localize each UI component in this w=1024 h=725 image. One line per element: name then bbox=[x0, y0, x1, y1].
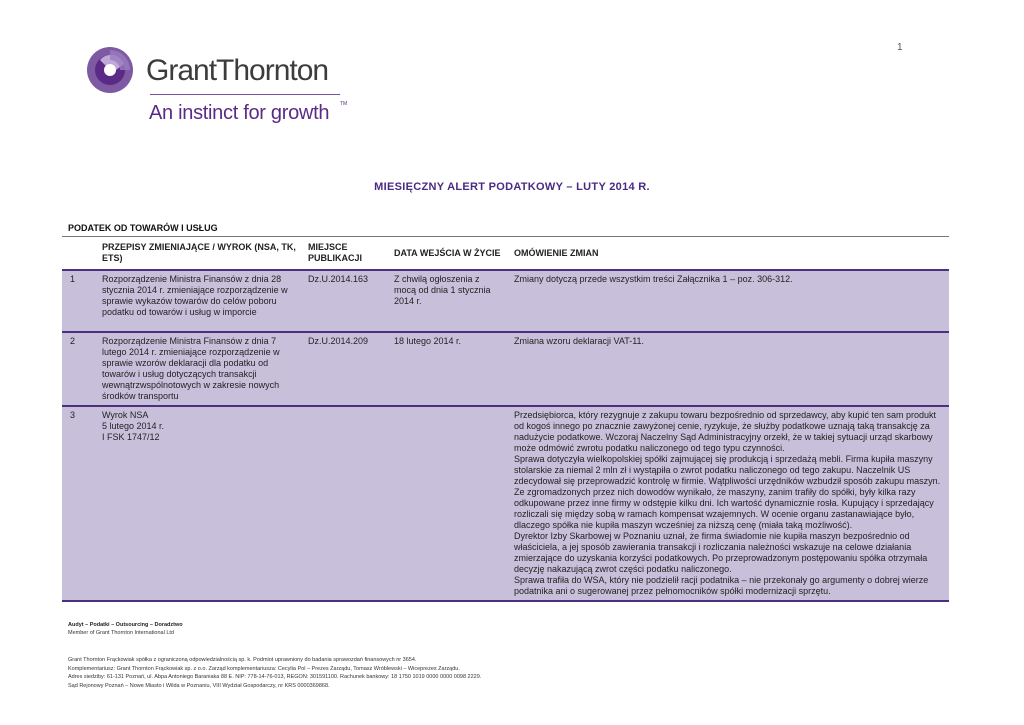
trademark: TM bbox=[340, 101, 348, 107]
header-regulation: PRZEPISY ZMIENIAJĄCE / WYROK (NSA, TK, ETS) bbox=[96, 237, 302, 271]
table-row bbox=[62, 270, 949, 332]
footer-legal bbox=[68, 656, 481, 691]
footer-legal-line: Adres siedziby: 61-131 Poznań, ul. Abpa Antoniego Baraniaka 88 E. NIP: 778-14-76-013, REGON: 301591100. Rachunek bankowy: 18 1750 1019 0000 0000 0098 2229. bbox=[68, 674, 482, 681]
row-discussion: Zmiany dotyczą przede wszystkim treści Załącznika 1 – poz. 306-312. bbox=[508, 270, 949, 332]
row-number: 2 bbox=[62, 332, 96, 406]
row-discussion bbox=[508, 406, 949, 601]
page-number: 1 bbox=[897, 42, 903, 53]
table-row bbox=[62, 406, 949, 601]
row-regulation: Rozporządzenie Ministra Finansów z dnia 7 lutego 2014 r. zmieniające rozporządzenie w sprawie wzorów deklaracji dla podatku od towarów i usług dotyczących transakcji wewnątrzwspólnotowych w zakresie nowych środków transportu bbox=[96, 332, 302, 406]
regulation-line: 5 lutego 2014 r. bbox=[102, 421, 165, 431]
regulation-line: I FSK 1747/12 bbox=[102, 432, 160, 442]
regulation-line: Wyrok NSA bbox=[102, 410, 149, 420]
row-effective-date: Z chwilą ogłoszenia z mocą od dnia 1 stycznia 2014 r. bbox=[388, 270, 508, 332]
discussion-paragraph: Sprawa trafiła do WSA, który nie podzielił racji podatnika – nie przekonały go argumenty o dobrej wierze podatnika ani o sugerowanej przez pełnomocników spółki modernizacji sprzętu. bbox=[514, 575, 929, 596]
footer-legal-line: Sąd Rejonowy Poznań – Nowe Miasto i Wilda w Poznaniu, VIII Wydział Gospodarczy, nr KRS 0000369868. bbox=[68, 683, 330, 690]
table-header-row bbox=[62, 237, 949, 271]
header-discussion: OMÓWIENIE ZMIAN bbox=[508, 237, 949, 271]
row-publication bbox=[302, 406, 388, 601]
footer-legal-line: Grant Thornton Frąckowiak spółka z ograniczoną odpowiedzialnością sp. k. Podmiot uprawniony do badania sprawozdań finansowych nr 3654. bbox=[68, 657, 417, 663]
header-number bbox=[62, 237, 96, 271]
discussion-paragraph: Przedsiębiorca, który rezygnuje z zakupu towaru bezpośrednio od sprzedawcy, aby kupić ten sam produkt od kogoś innego po znacznie zawyżonej cenie, ryzykuje, że służby podatkowe uznają taką transakcję za nadużycie podatkowe. Wczoraj Naczelny Sąd Administracyjny orzekł, że w takiej sytuacji urząd skarbowy może odmówić zwrotu podatku naliczonego od tego typu czynności. bbox=[514, 410, 937, 453]
row-effective-date: 18 lutego 2014 r. bbox=[388, 332, 508, 406]
section-title: PODATEK OD TOWARÓW I USŁUG bbox=[68, 223, 218, 233]
row-number: 3 bbox=[62, 406, 96, 601]
discussion-paragraph: Dyrektor Izby Skarbowej w Poznaniu uznał, że firma świadomie nie kupiła maszyn bezpośrednio od właściciela, a jej sposób zawierania transakcji i rozliczania należności wskazuje na celowe działania zmierzające do uzyskania korzyści podatkowych. Po przeprowadzonym postępowaniu spółka otrzymała decyzję nakazującą zwrot części podatku naliczonego. bbox=[514, 531, 928, 574]
row-publication: Dz.U.2014.209 bbox=[302, 332, 388, 406]
row-effective-date bbox=[388, 406, 508, 601]
table-row bbox=[62, 332, 949, 406]
row-number: 1 bbox=[62, 270, 96, 332]
header-effective-date: DATA WEJŚCIA W ŻYCIE bbox=[388, 237, 508, 271]
row-regulation: Rozporządzenie Ministra Finansów z dnia 28 stycznia 2014 r. zmieniające rozporządzenie w sprawie wykazów towarów do celów poboru podatku od towarów i usług w imporcie bbox=[96, 270, 302, 332]
footer-legal-line: Komplementariusz: Grant Thornton Frąckowiak sp. z o.o. Zarząd komplementariusza: Cecylia Pol – Prezes Zarządu, Tomasz Wróblewski – Wiceprezes Zarządu. bbox=[68, 665, 460, 672]
document-title: MIESIĘCZNY ALERT PODATKOWY – LUTY 2014 R. bbox=[374, 181, 650, 193]
row-publication: Dz.U.2014.163 bbox=[302, 270, 388, 332]
row-discussion: Zmiana wzoru deklaracji VAT-11. bbox=[508, 332, 949, 406]
tax-changes-table bbox=[62, 236, 949, 602]
row-regulation bbox=[96, 406, 302, 601]
tagline: An instinct for growth bbox=[149, 102, 330, 124]
brand-name: GrantThornton bbox=[146, 54, 329, 87]
footer-services: Audyt – Podatki – Outsourcing – Doradztwo bbox=[68, 622, 183, 628]
footer-member: Member of Grant Thornton International Ltd bbox=[68, 630, 174, 636]
header-publication: MIEJSCE PUBLIKACJI bbox=[302, 237, 388, 271]
discussion-paragraph: Sprawa dotyczyła wielkopolskiej spółki zajmującej się produkcją i sprzedażą mebli. Firma kupiła maszyny stolarskie za niemal 2 mln zł i wystąpiła o zwrot podatku naliczonego od tego zakupu. Naczelnik US zdecydował się przeprowadzić kontrolę w firmie. Wątpliwości urzędników wzbudził sposób zakupu maszyn. Ze zgromadzonych przez nich dowodów wynikało, że maszyny, zanim trafiły do spółki, były kilka razy odkupowane przez inne firmy w odstępie kilku dni. Ich wartość dynamicznie rosła. Kupujący i sprzedający rozliczali się między sobą w ramach kompensat wzajemnych. W ocenie organu zastanawiające było, dlaczego spółka nie kupiła maszyn wcześniej za niższą cenę (miała taką możliwość). bbox=[514, 454, 941, 530]
logo-divider bbox=[150, 94, 340, 95]
